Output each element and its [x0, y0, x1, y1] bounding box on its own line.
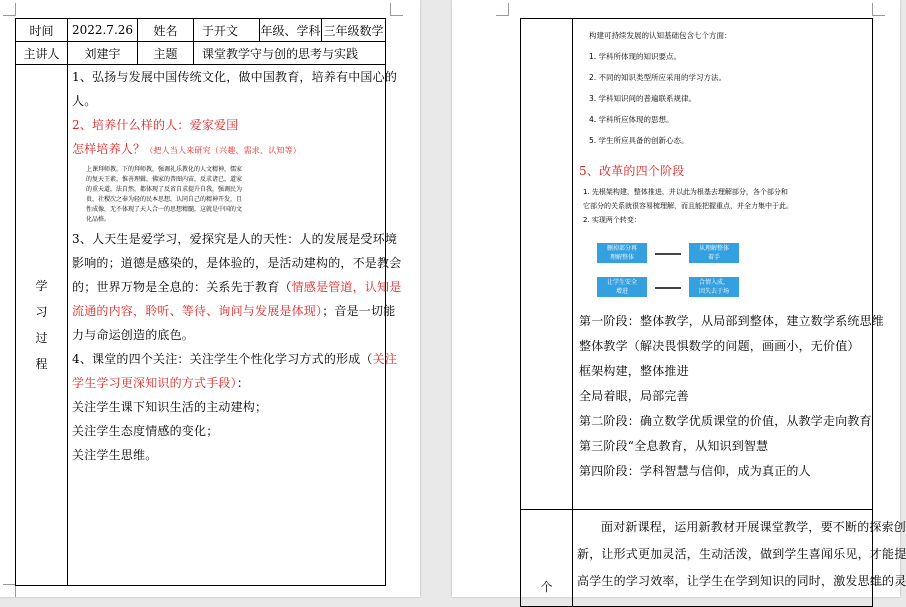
- corner-mark: [496, 3, 509, 16]
- side-cell-empty: [521, 19, 573, 510]
- text-span: 4、课堂的四个关注：关注学生个性化学习方式的形成（: [72, 352, 373, 366]
- box-text: 理解整体: [609, 254, 634, 261]
- paragraph-line: 关注学生课下知识生活的主动建构；: [72, 400, 268, 414]
- small-line: 构建可持续发展的认知基础包含七个方面：: [589, 31, 732, 40]
- header-row-2: [16, 42, 386, 65]
- text-span: ：: [236, 376, 250, 390]
- side-label: [16, 65, 68, 586]
- corner-mark: [872, 3, 885, 16]
- box-text: 增进: [615, 288, 628, 295]
- name-value: 于开文: [194, 19, 260, 42]
- question-text: 怎样培养人？: [72, 142, 146, 156]
- small-line: 的重天道，法自然，都体现了反省自求提升自我，强调民为: [86, 186, 243, 193]
- record-table-continued: [520, 18, 906, 607]
- paragraph-line: 力与命运创造的底色。: [72, 328, 195, 342]
- time-value: 2022.7.26: [68, 19, 138, 42]
- small-line: 它部分的关系就很容易梳理解，而且能把握重点，并全力集中于此。: [583, 202, 793, 210]
- paragraph-line: 1、弘扬与发展中国传统文化，做中国教育，培养有中国心的: [72, 70, 398, 84]
- embedded-image-text: [72, 163, 381, 227]
- speaker-value: 刘建宇: [68, 42, 138, 65]
- side-label: [521, 510, 573, 607]
- small-line: 3. 学科知识间的普遍联系规律。: [589, 94, 697, 103]
- section-heading: 5、改革的四个阶段: [579, 164, 685, 178]
- diagram-box: [597, 277, 647, 297]
- small-line: 1. 先根架构建，整体推进，并以此为根基去理解部分，各个部分和: [583, 188, 788, 196]
- stage-line: 第二阶段：确立数学优质课堂的价值，从教学走向教育: [579, 414, 872, 428]
- stage-line: 第一阶段：整体教学，从局部到整体，建立数学系统思维: [579, 314, 885, 328]
- side-char: 学: [35, 279, 48, 293]
- paragraph-line: 关注学生思维。: [72, 448, 158, 462]
- paragraph-line: 面对新课程，运用新教材开展课堂教学，要不断的探索创: [601, 520, 906, 534]
- paragraph-line: 关注学生态度情感的变化；: [72, 424, 219, 438]
- small-line: 上课拜师教。下的拜师教，强调礼乐教化的人文精神，儒家: [86, 166, 243, 173]
- box-text: 着手: [707, 254, 720, 261]
- grade-value: 三年级数学: [322, 19, 386, 42]
- topic-value: 课堂教学守与创的思考与实践: [194, 42, 386, 65]
- small-line: 1. 学科所体现的知识要点。: [589, 52, 682, 61]
- box-text: 合情入成，: [698, 279, 729, 286]
- side-char: 习: [35, 305, 48, 319]
- diagram-box: [597, 243, 647, 263]
- connector-line: [655, 287, 681, 289]
- paragraph-line: 2、培养什么样的人：爱家爱国: [72, 118, 239, 132]
- text-span-red: 流通的内容，聆听、等待、询问与发展是体现）: [72, 304, 323, 318]
- reflection-cell: [573, 510, 906, 607]
- embedded-image-text: [579, 19, 868, 151]
- content-row: [521, 19, 873, 510]
- paragraph-line: 影响的；道德是感染的，是体验的，是活动建构的，不是教会: [72, 256, 402, 270]
- text-span-red: 关注: [372, 352, 398, 366]
- text-span-red: 学生学习更深知识的方式手段）: [72, 376, 237, 390]
- text-span: ；音是一切能: [322, 304, 396, 318]
- document-page-left: [0, 0, 420, 597]
- box-text: 从理解整体: [698, 245, 729, 252]
- embedded-image-text: [579, 183, 868, 227]
- stage-line: 框架构建，整体推进: [579, 364, 689, 378]
- small-line: 5. 学生所应具备的创新心态。: [589, 136, 689, 145]
- corner-mark: [390, 3, 403, 16]
- diagram-box: [689, 277, 739, 297]
- time-label: 时间: [16, 19, 68, 42]
- paragraph-line: [72, 347, 398, 371]
- question-note: （把人当人来研究（兴趣、需求、认知等）: [145, 146, 302, 155]
- small-line: 贵，社稷次之奉为轻的民本思想，认同自己的精神开发，且: [86, 196, 243, 203]
- transition-diagram: [579, 227, 868, 309]
- grade-label: 年级、学科: [260, 19, 322, 42]
- topic-label: 主题: [138, 42, 194, 65]
- paragraph-line: 新，让形式更加灵活，生动活泼，做到学生喜闻乐见，才能提: [577, 547, 906, 561]
- text-span: 的；世界万物是全息的：关系先于教育（: [72, 280, 292, 294]
- small-line: 化品格。: [86, 216, 111, 223]
- stage-line: 第三阶段“全息教育，从知识到智慧: [579, 439, 769, 453]
- side-char: 过: [35, 331, 48, 345]
- box-text: 让学生安全: [606, 279, 637, 286]
- content-cell: [68, 65, 402, 586]
- paragraph-line: [72, 275, 402, 299]
- paragraph-line: 人。: [72, 94, 97, 108]
- header-row-1: [16, 19, 386, 42]
- diagram-box: [689, 243, 739, 263]
- paragraph-line: [72, 299, 396, 323]
- paragraph-line: [72, 371, 381, 395]
- small-line: 的复天王素，惟善理辑，佛家的普图内宙，反求诸已，道家: [86, 176, 243, 183]
- small-line: 2. 实现两个转变：: [583, 216, 641, 224]
- small-line: 4. 学科所应体现的思想。: [589, 115, 674, 124]
- content-row: [16, 65, 386, 586]
- side-char: 个: [540, 580, 553, 594]
- small-line: 2. 不同的知识类型所应采用的学习方法。: [589, 73, 727, 82]
- box-text: 因失去于场: [698, 288, 729, 295]
- small-line: 性成像，无不体现了天人合一的思想精髓，这就是中国的文: [86, 206, 243, 213]
- paragraph-line: 高学生的学习效率，让学生在学到知识的同时，激发思维的灵: [577, 574, 906, 588]
- corner-mark: [3, 3, 16, 16]
- stage-line: 第四阶段：学科智慧与信仰，成为真正的人: [579, 464, 811, 478]
- record-table: [15, 18, 402, 586]
- content-cell: [573, 19, 885, 510]
- stage-line: 整体教学（解决畏惧数学的问题，画画小，无价值）: [579, 339, 860, 353]
- speaker-label: 主讲人: [16, 42, 68, 65]
- stage-line: 全局着眼，局部完善: [579, 389, 689, 403]
- connector-line: [655, 253, 681, 255]
- reflection-row: [521, 510, 873, 607]
- name-label: 姓名: [138, 19, 194, 42]
- paragraph-line: 3、人天生是爱学习，爱探究是人的天性：人的发展是受环境: [72, 232, 398, 246]
- box-text: 删掉部分再: [606, 245, 637, 252]
- text-span-red: 情感是管道，认知是: [291, 280, 402, 294]
- paragraph-line: [72, 137, 381, 163]
- side-char: 程: [35, 357, 48, 371]
- document-page-right: [452, 0, 906, 597]
